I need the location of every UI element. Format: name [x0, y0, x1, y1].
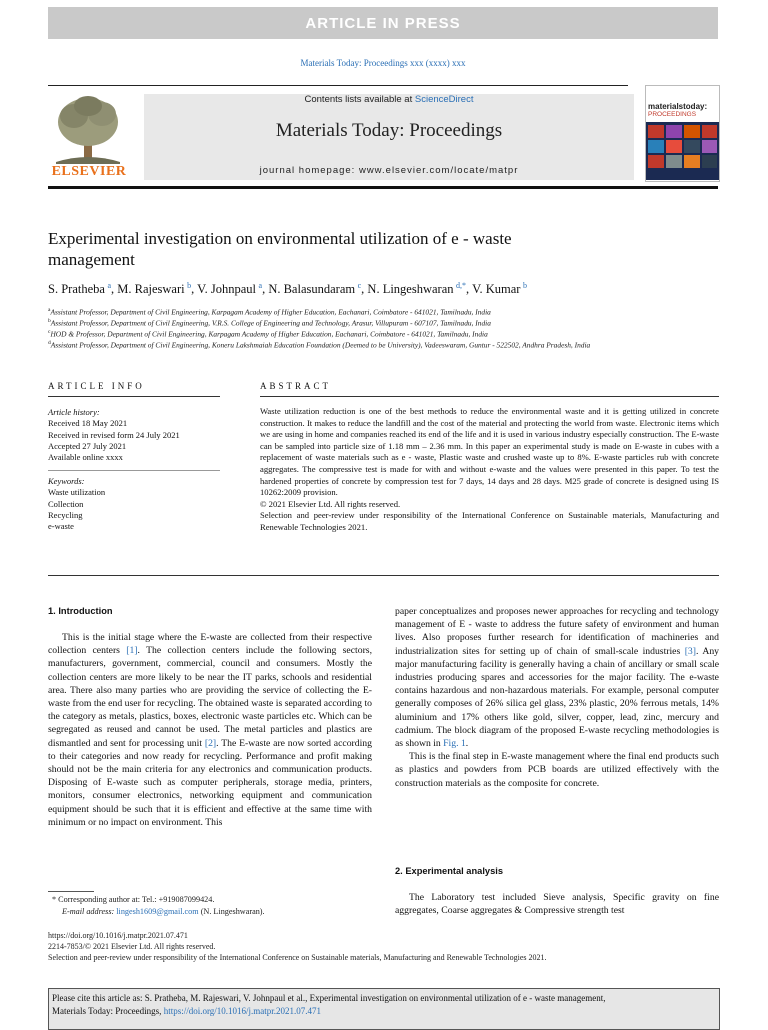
- keyword: Waste utilization: [48, 487, 106, 498]
- contents-prefix: Contents lists available at: [304, 94, 415, 105]
- author-affil-link[interactable]: c: [357, 281, 362, 290]
- cover-subtitle: PROCEEDINGS: [648, 111, 697, 118]
- author: S. Pratheba: [48, 282, 105, 297]
- affiliation: [48, 340, 748, 349]
- affiliation-marker: b: [48, 318, 51, 324]
- abstract-heading: ABSTRACT: [260, 381, 332, 391]
- reference-link[interactable]: [1]: [126, 645, 138, 657]
- keyword: Recycling: [48, 509, 83, 520]
- email-line: [62, 907, 265, 916]
- article-history: [48, 407, 220, 463]
- abstract-body: [260, 406, 719, 534]
- elsevier-logo[interactable]: [48, 92, 130, 182]
- cite-doi-link[interactable]: https://doi.org/10.1016/j.matpr.2021.07.471: [163, 1005, 322, 1016]
- sciencedirect-link[interactable]: ScienceDirect: [414, 94, 474, 105]
- top-rule: [48, 85, 628, 86]
- cover-artwork: [646, 122, 719, 180]
- intro-text: . The collection centers include the following sectors, manufacturers, government, commercial, council and consumers. Mostly the collection centers are more likely to be near the IT parks, schools and residential area. There also many parties who are providing the service of collecting the E-waste from the end user for recycling. The obtained waste is separated according to the category as metals, plastics, boxes, electronic waste particles etc. Which can be segregated as reused and cannot be used. The metal particles and plastics are dismantled and sent for processing unit: [48, 645, 372, 749]
- email-label: E-mail address:: [62, 907, 117, 916]
- author-affil-link[interactable]: b: [522, 281, 527, 290]
- journal-homepage[interactable]: journal homepage: www.elsevier.com/locate/matpr: [259, 165, 519, 176]
- affiliation-text: Assistant Professor, Department of Civil Engineering, Karpagam Academy of Higher Education, Eachanari, Coimbatore - 641021, Tamilnadu, India: [50, 307, 491, 317]
- footnote-rule: [48, 891, 94, 892]
- history-item: Available online xxxx: [48, 452, 123, 463]
- article-info-heading: ARTICLE INFO: [48, 381, 145, 391]
- author-affil-link[interactable]: a: [258, 281, 263, 290]
- journal-cover[interactable]: [645, 85, 720, 182]
- intro-text: . Any major manufacturing facility is generally having a chain of ancillary or small scale industries producing spares and accessories for the major facility. The e-waste contains hazardous and non-hazardous materials. For example, personal computer generally composes of 26% silica gel glass, 23% plastic, 20% ferrous metals, 14% aluminium and 17% others like gold, silver, copper, lead, zinc, mercury and cadmium. The block diagram of the proposed E-waste recycling methodologies is as shown in: [395, 645, 720, 750]
- reference-link[interactable]: [3]: [684, 645, 696, 657]
- cover-title: materialstoday:: [648, 102, 708, 111]
- article-in-press-banner: ARTICLE IN PRESS: [48, 7, 718, 39]
- intro-text: .: [465, 738, 469, 750]
- issn-line: 2214-7853/© 2021 Elsevier Ltd. All rights reserved.: [48, 942, 216, 951]
- affiliation: [48, 318, 748, 327]
- experimental-text: [395, 891, 719, 917]
- affiliation: [48, 329, 748, 338]
- history-item: Received in revised form 24 July 2021: [48, 429, 180, 440]
- journal-title: Materials Today: Proceedings: [275, 120, 503, 141]
- article-info-rule: [48, 396, 220, 397]
- title-line-1: Experimental investigation on environmental utilization of e - waste: [48, 229, 512, 248]
- experimental-paragraph: The Laboratory test included Sieve analysis, Specific gravity on fine aggregates, Coarse aggregates & Compressive strength test: [395, 892, 719, 917]
- figure-link[interactable]: Fig. 1: [443, 738, 466, 750]
- intro-text: paper conceptualizes and proposes newer approaches for recycling and technology management of E - waste to address the future safety of environment and human lives. Also proposes further research for identification of machineries and industrialization sites for setting up of chain of small-scale industries: [395, 606, 719, 657]
- affiliation: [48, 307, 748, 316]
- abstract-peer-review: Selection and peer-review under responsibility of the International Conference on Sustainable materials, Manufacturing and Renewable Technologies 2021.: [260, 510, 719, 532]
- abstract-copyright: © 2021 Elsevier Ltd. All rights reserved.: [260, 498, 401, 509]
- affiliation-marker: c: [48, 329, 51, 335]
- footer-peer-review: Selection and peer-review under responsibility of the International Conference on Sustainable materials, Manufacturing and Renewable Technologies 2021.: [48, 953, 547, 962]
- author: M. Rajeswari: [117, 282, 185, 297]
- intro-heading: 1. Introduction: [48, 606, 113, 616]
- cite-line: Please cite this article as: S. Pratheba, M. Rajeswari, V. Johnpaul et al., Experimental investigation on environmental utilization of e - waste management,: [52, 993, 606, 1003]
- affiliation-text: HOD & Professor, Department of Civil Engineering, Karpagam Academy of Higher Education, Eachanari, Coimbatore - 641021, Tamilnadu, India: [50, 329, 488, 339]
- author-list: S. Pratheba $^a$, M. Rajeswari $^b$, V. Johnpaul $^a$, N. Balasundaram $^c$, N. Lingeshwaran $^{d,*}$, V. Kumar $^b$: [48, 281, 527, 297]
- intro-text: This is the final step in E-waste management where the final end products such as plastics and powders from PCB boards are utilized effectively with the construction materials as the composite for concrete.: [395, 751, 719, 789]
- intro-text: . The E-waste are now sorted according to their categories and now ready for recycling. Performance and profit making should not be the main criteria for any electronics and communication products. Disposing of E-waste such as computer peripherals, storage media, printers, monitors, consumer electronics, networking equipment and communication equipment should be such that it is efficient and effective at the same time with minimum or no impact on environment. This: [48, 737, 372, 828]
- keyword: Collection: [48, 498, 84, 509]
- abstract-text: Waste utilization reduction is one of the best methods to reduce the environmental waste and it is getting utilized in concrete construction. It makes to reduce the landfill and the cost of the material and protecting the world from waste. Electronic items which we are using in home and companies reached its end of the life and it is used in various industry especially construction. The E-waste can be sampled into particle size of 1.18 mm – 2.36 mm. In this paper an experimental study is made on E-waste in cubes with a replacement of waste materials such as e - waste, Plastic waste and crushed waste up to 8%. E-waste particles rub with concrete aggregates. The compressive test is made for with and without e-waste and the values were presented in this paper. To test the hardened properties of concrete by compression test for 7 days, 14 days and 28 days. M25 grade of concrete is designed using IS 10262:2009 provision.: [260, 406, 719, 498]
- affiliation-marker: d: [48, 340, 51, 346]
- keywords: [48, 476, 220, 532]
- affiliation-text: Assistant Professor, Department of Civil Engineering, V.R.S. College of Engineering and Technology, Arasur, Villupuram - 607107, Tamilnadu, India: [50, 318, 491, 328]
- email-link[interactable]: lingesh1609@gmail.com: [116, 907, 199, 916]
- journal-reference[interactable]: Materials Today: Proceedings xxx (xxxx) xxx: [300, 58, 466, 68]
- title-line-2: management: [48, 250, 135, 269]
- author-affil-link[interactable]: b: [187, 281, 192, 290]
- author-affil-link[interactable]: d,*: [456, 281, 467, 290]
- keywords-label: Keywords:: [48, 476, 85, 486]
- cite-journal: Materials Today: Proceedings,: [52, 1005, 164, 1016]
- email-suffix: (N. Lingeshwaran).: [198, 907, 265, 916]
- header-rule: [48, 186, 718, 189]
- reference-link[interactable]: [2]: [204, 737, 217, 749]
- keyword: e-waste: [48, 521, 74, 532]
- abstract-rule: [260, 396, 719, 397]
- contents-line: [144, 94, 634, 105]
- author: N. Lingeshwaran: [367, 282, 454, 297]
- history-label: Article history:: [48, 407, 100, 417]
- affiliation-marker: a: [48, 307, 51, 313]
- doi-link[interactable]: https://doi.org/10.1016/j.matpr.2021.07.471: [48, 931, 188, 940]
- affiliation-text: Assistant Professor, Department of Civil Engineering, Koneru Lakshmaiah Education Foundation (Deemed to be University), Vadeeswaram, Guntur - 522502, Andhra Pradesh, India: [50, 340, 591, 350]
- intro-right-column: [395, 605, 719, 790]
- history-item: Accepted 27 July 2021: [48, 440, 127, 451]
- intro-text: This is the initial stage where the E-waste are collected from their respective collection centers: [48, 632, 372, 657]
- author: V. Kumar: [472, 282, 521, 297]
- paper-title: [48, 228, 718, 270]
- keywords-rule: [48, 470, 220, 471]
- publisher-name: ELSEVIER: [51, 164, 127, 179]
- author: V. Johnpaul: [197, 282, 256, 297]
- section-divider: [48, 575, 719, 576]
- author: N. Balasundaram: [268, 282, 356, 297]
- author-affil-link[interactable]: a: [107, 281, 112, 290]
- history-item: Received 18 May 2021: [48, 418, 128, 429]
- experimental-heading: 2. Experimental analysis: [395, 866, 504, 876]
- corresponding-author: * Corresponding author at: Tel.: +919087099424.: [52, 895, 215, 904]
- cite-text: [52, 992, 717, 1017]
- intro-left-column: [48, 631, 372, 829]
